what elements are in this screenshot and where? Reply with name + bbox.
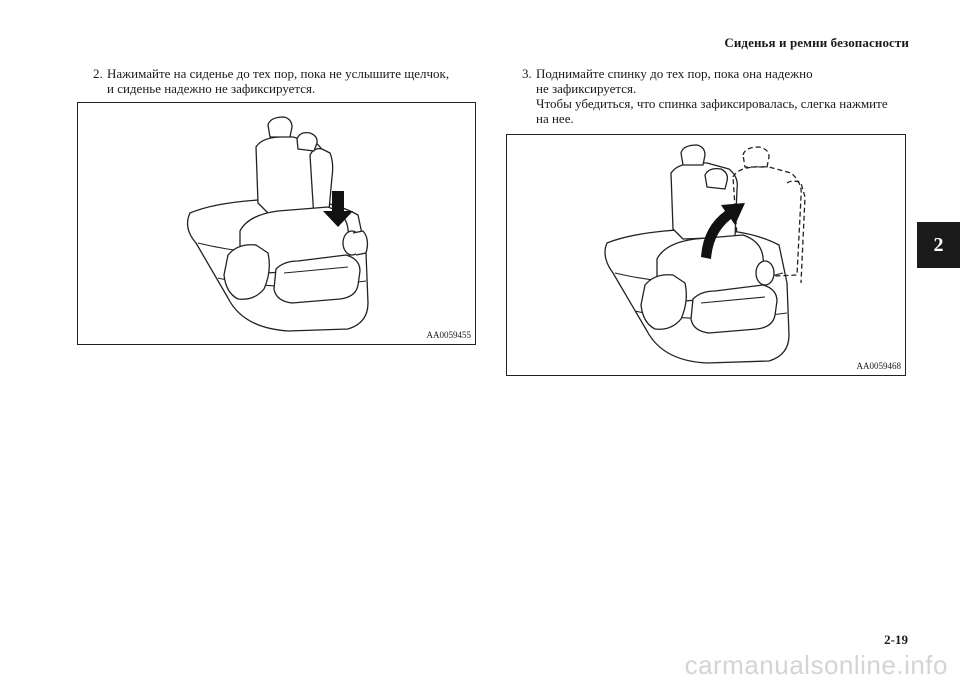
- seatback-raise-illustration: [507, 135, 907, 377]
- figure-seatback-raise: [506, 134, 906, 376]
- step-text-line: на нее.: [536, 111, 574, 126]
- chapter-tab: 2: [917, 222, 960, 268]
- step-number: 3.: [522, 66, 532, 81]
- step-text-line: Чтобы убедиться, что спинка зафиксировалась, слегка нажмите: [536, 96, 888, 111]
- figure-code: AA0059468: [856, 361, 901, 371]
- figure-seat-press: [77, 102, 476, 345]
- figure-code: AA0059455: [426, 330, 471, 340]
- page-header-title: Сиденья и ремни безопасности: [724, 35, 909, 50]
- step-number: 2.: [93, 66, 103, 81]
- watermark: carmanualsonline.info: [684, 650, 948, 680]
- step-text-line: не зафиксируется.: [536, 81, 637, 96]
- instruction-step-2: [93, 66, 449, 96]
- page-number: 2-19: [884, 632, 908, 647]
- seat-press-illustration: [78, 103, 477, 346]
- instruction-step-3: [522, 66, 888, 126]
- step-text-line: Поднимайте спинку до тех пор, пока она надежно: [536, 66, 813, 81]
- step-text-line: и сиденье надежно не зафиксируется.: [107, 81, 316, 96]
- step-text-line: Нажимайте на сиденье до тех пор, пока не услышите щелчок,: [107, 66, 450, 81]
